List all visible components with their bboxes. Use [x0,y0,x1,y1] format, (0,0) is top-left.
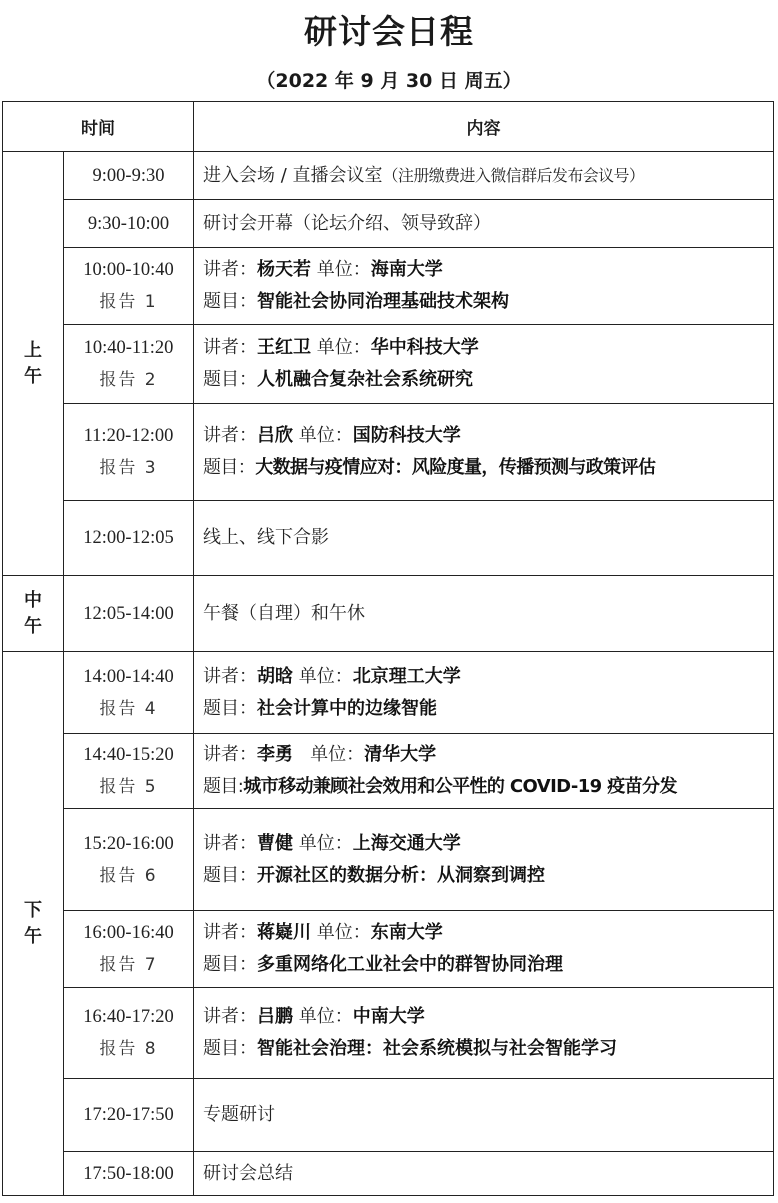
content-cell: 线上、线下合影 [194,501,774,576]
table-row [3,404,774,501]
time-cell: 12:05-14:00 [64,576,194,652]
table-row [3,325,774,404]
time-cell: 16:00-16:40 报告 7 [64,911,194,988]
table-row [3,988,774,1079]
time-cell: 9:30-10:00 [64,200,194,248]
table-row [3,911,774,988]
content-cell: 讲者：吕鹏 单位：中南大学 题目：智能社会治理：社会系统模拟与社会智能学习 [194,988,774,1079]
content-cell: 讲者：吕欣 单位：国防科技大学 题目：大数据与疫情应对：风险度量，传播预测与政策评估 [194,404,774,501]
header-content: 内容 [194,102,774,152]
time-cell: 17:20-17:50 [64,1079,194,1152]
table-row [3,152,774,200]
table-row [3,734,774,809]
time-cell: 15:20-16:00 报告 6 [64,809,194,911]
content-cell: 讲者：李勇 单位：清华大学 题目:城市移动兼顾社会效用和公平性的 COVID-19 疫苗分发 [194,734,774,809]
content-cell: 讲者：王红卫 单位：华中科技大学 题目：人机融合复杂社会系统研究 [194,325,774,404]
time-cell: 14:40-15:20 报告 5 [64,734,194,809]
time-cell: 17:50-18:00 [64,1152,194,1196]
table-header-row [3,102,774,152]
time-cell: 9:00-9:30 [64,152,194,200]
table-row [3,200,774,248]
content-cell: 讲者：胡晗 单位：北京理工大学 题目：社会计算中的边缘智能 [194,652,774,734]
time-cell: 14:00-14:40 报告 4 [64,652,194,734]
period-noon: 中 午 [3,576,64,652]
table-row [3,1079,774,1152]
table-row [3,248,774,325]
table-row [3,576,774,652]
table-row [3,1152,774,1196]
page-title: 研讨会日程 [304,12,474,51]
time-cell: 10:40-11:20 报告 2 [64,325,194,404]
time-cell: 10:00-10:40 报告 1 [64,248,194,325]
date-subtitle: （2022 年 9 月 30 日 周五） [256,70,522,92]
table-row [3,501,774,576]
content-cell: 研讨会总结 [194,1152,774,1196]
period-morning: 上 午 [3,152,64,576]
content-cell: 讲者：曹健 单位：上海交通大学 题目：开源社区的数据分析：从洞察到调控 [194,809,774,911]
period-afternoon: 下 午 [3,652,64,1196]
content-cell: 进入会场 / 直播会议室（注册缴费进入微信群后发布会议号） [194,152,774,200]
time-cell: 16:40-17:20 报告 8 [64,988,194,1079]
table-row [3,652,774,734]
schedule-table [2,101,774,1196]
content-cell: 专题研讨 [194,1079,774,1152]
table-row [3,809,774,911]
content-cell: 讲者：杨天若 单位：海南大学 题目：智能社会协同治理基础技术架构 [194,248,774,325]
time-cell: 12:00-12:05 [64,501,194,576]
time-cell: 11:20-12:00 报告 3 [64,404,194,501]
content-cell: 午餐（自理）和午休 [194,576,774,652]
content-cell: 研讨会开幕（论坛介绍、领导致辞） [194,200,774,248]
content-cell: 讲者：蒋嶷川 单位：东南大学 题目：多重网络化工业社会中的群智协同治理 [194,911,774,988]
header-time: 时间 [3,102,194,152]
